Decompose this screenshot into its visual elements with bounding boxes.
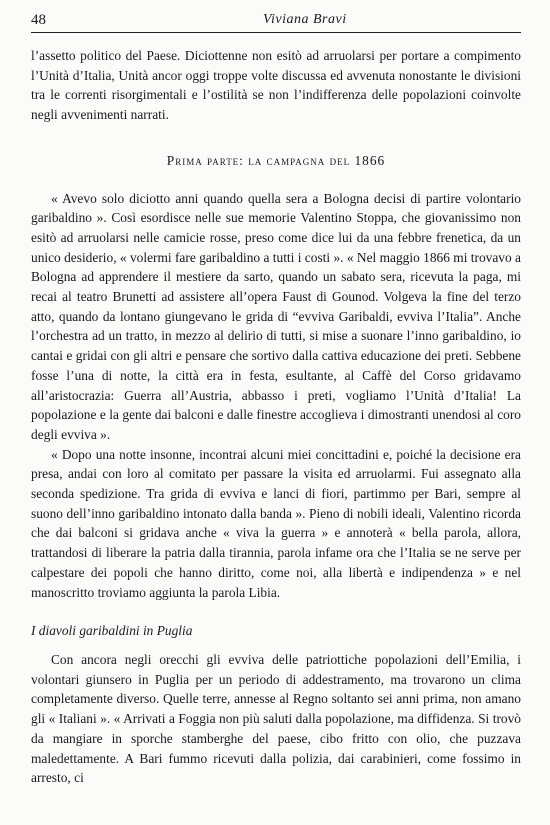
subheading: I diavoli garibaldini in Puglia [31, 623, 193, 639]
paragraph: Con ancora negli orecchi gli evviva delle patriottiche popolazioni dell’Emilia, i volontari giunsero in Puglia per un periodo di addestramento, ma trovarono un clima completamente diverso. Quelle terre, annesse al Regno soltanto sei anni prima, non amano gli « Italiani ». « Arrivati a Foggia non più saluti dalla popolazione, ma diffidenza. Si trovò da mangiare in sporche stamberghe del paese, cibo fritto con olio, che puzzava maledettamente. A Bari fummo ricevuti dalla polizia, dai carabinieri, come fossimo in arresto, ci [31, 651, 521, 786]
page-header [31, 10, 521, 33]
running-head: Viviana Bravi [263, 12, 347, 27]
page-number: 48 [31, 12, 46, 28]
page-body [31, 46, 521, 788]
section-title: Prima parte: la campagna del 1866 [166, 152, 386, 168]
paragraph: « Avevo solo diciotto anni quando quella sera a Bologna decisi di partire volontario garibaldino ». Così esordisce nelle sue memorie Valentino Stoppa, che giovanissimo non esitò ad arruolarsi nelle camicie rosse, preso come dice lui da una febbre frenetica, da un unico desiderio, « volermi fare garibaldino a tutti i costi ». « Nel maggio 1866 mi trovavo a Bologna ad apprendere il mestiere da sarto, quando un sabato sera, ricevuta la paga, mi recai al teatro Brunetti ad assistere all’opera Faust di Gounod. Volgeva la fine del terzo atto, quando da lontano giungevano le grida di “evviva Garibaldi, evviva l’Italia”. Anche l’orchestra ad un tratto, in mezzo al delirio di tutti, si mise a suonare l’inno garibaldino, io cantai e gridai con gli altri e pensare che sortivo dalla cattiva educazione dei preti. Sebbene fosse l’una di notte, la città era in festa, esultante, al Caffè del Corso gridavamo all’aristocrazia: Guerra all’Austria, abbasso i preti, vogliamo l’Unità d’Italia! La popolazione e la gente dai balconi e dalle finestre accoglieva i dimostranti unendosi al coro degli evviva ». [31, 190, 521, 442]
paragraph: « Dopo una notte insonne, incontrai alcuni miei concittadini e, poiché la decisione era presa, andai con loro al comitato per passare la visita ed arruolarmi. Fui assegnato alla seconda spedizione. Tra grida di evviva e lanci di fiori, partimmo per Bari, sempre al suono dell’inno garibaldino intonato dalla banda ». Pieno di nobili ideali, Valentino ricorda che dai balconi si gridava anche « viva la guerra » e annoterà « bella parola, allora, trattandosi di liberare la patria dalla tirannia, parola infame ora che l’Italia se ne serve per calpestare dei popoli che hanno diritto, come noi, alla libertà e indipendenza » e nel manoscritto troviamo aggiunta la parola Libia. [31, 446, 521, 600]
paragraph-intro: l’assetto politico del Paese. Diciottenne non esitò ad arruolarsi per portare a compimento l’Unità d’Italia, Unità ancor oggi troppe volte discussa ed avvenuta nonostante le divisioni tra le correnti risorgimentali e l’ostilità se non l’indifferenza delle popolazioni coinvolte negli avvenimenti narrati. [31, 48, 521, 123]
